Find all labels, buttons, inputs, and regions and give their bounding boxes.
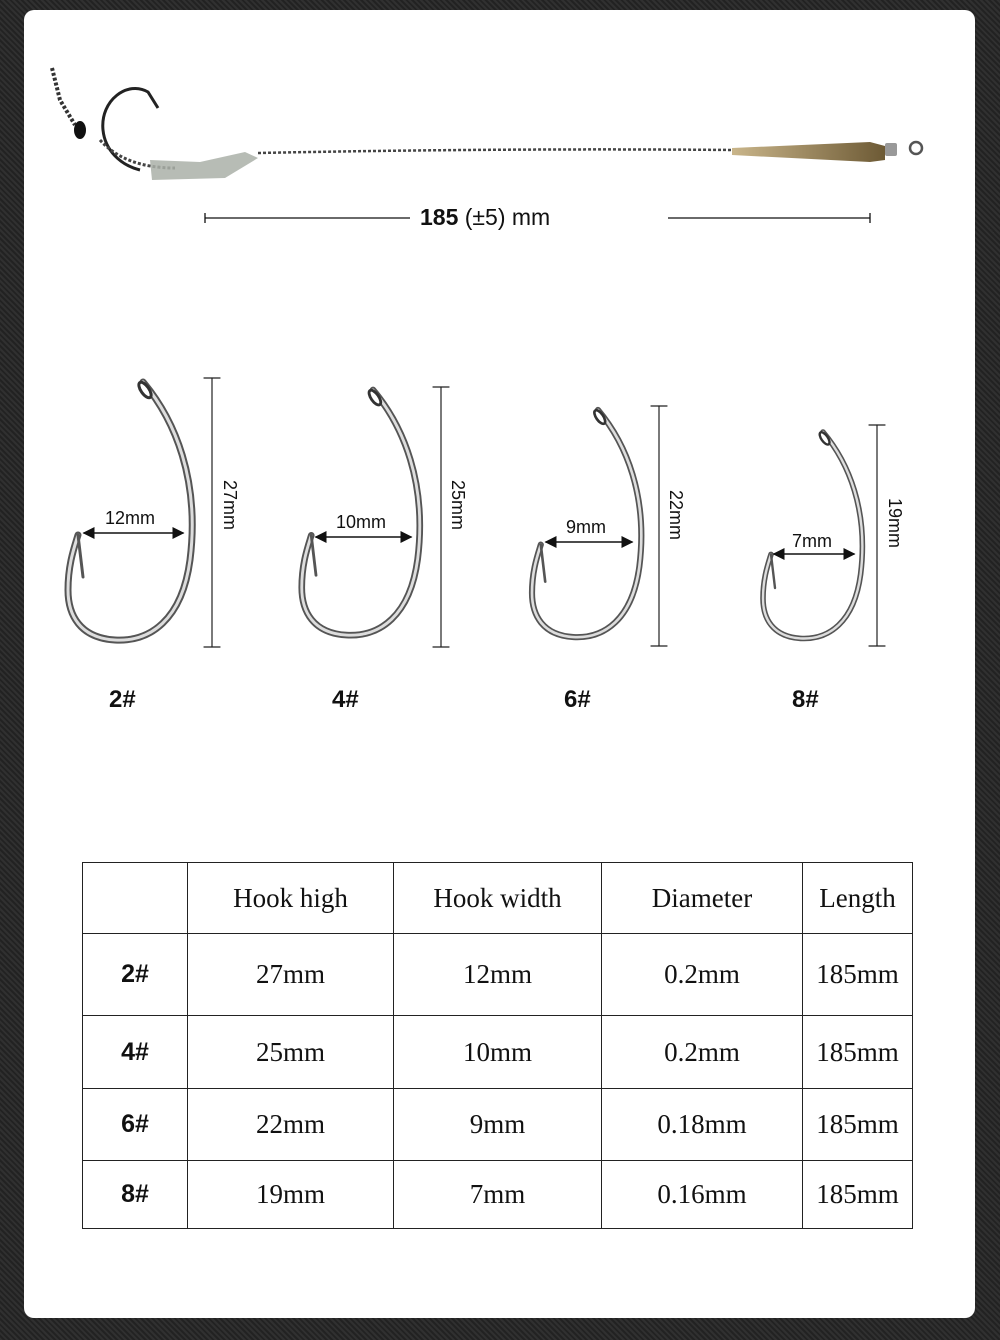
table-cell: 8# (83, 1161, 188, 1229)
table-cell: 19mm (188, 1161, 394, 1229)
table-cell: 0.16mm (602, 1161, 803, 1229)
table-cell: 10mm (394, 1016, 602, 1089)
table-row (83, 934, 913, 1016)
hook-height-dimension (204, 378, 220, 647)
hook-width-label: 10mm (336, 512, 387, 532)
table-row (83, 1089, 913, 1161)
hook-height-dimension (869, 425, 885, 646)
table-cell: 185mm (803, 934, 913, 1016)
hair-rig-image (52, 68, 922, 180)
hook-height-label: 25mm (448, 480, 468, 531)
table-cell: 9mm (394, 1089, 602, 1161)
table-row (83, 1016, 913, 1089)
hook-size-label: 6# (564, 686, 591, 713)
table-header (83, 863, 188, 934)
table-cell: 27mm (188, 934, 394, 1016)
table-cell: 185mm (803, 1161, 913, 1229)
table-header: Hook high (188, 863, 394, 934)
table-header-row (83, 863, 913, 934)
hook-size-label: 4# (332, 686, 359, 713)
hook-height-label: 19mm (885, 498, 905, 549)
table-cell: 2# (83, 934, 188, 1016)
table-row (83, 1161, 913, 1229)
hook-size-label: 2# (109, 686, 136, 713)
hook-width-label: 12mm (105, 508, 156, 528)
spec-table (82, 862, 913, 1229)
hook-width-label: 9mm (566, 517, 606, 537)
table-cell: 0.2mm (602, 934, 803, 1016)
hook-height-label: 22mm (666, 490, 686, 541)
rig-length-label: 185 (±5) mm (420, 204, 551, 230)
table-cell: 22mm (188, 1089, 394, 1161)
table-cell: 25mm (188, 1016, 394, 1089)
table-header: Length (803, 863, 913, 934)
table-cell: 4# (83, 1016, 188, 1089)
table-cell: 0.2mm (602, 1016, 803, 1089)
table-header: Diameter (602, 863, 803, 934)
hook-height-label: 27mm (220, 480, 240, 531)
table-cell: 7mm (394, 1161, 602, 1229)
hook-width-label: 7mm (792, 531, 832, 551)
table-cell: 185mm (803, 1089, 913, 1161)
table-cell: 6# (83, 1089, 188, 1161)
table-cell: 12mm (394, 934, 602, 1016)
table-header: Hook width (394, 863, 602, 934)
table-cell: 0.18mm (602, 1089, 803, 1161)
table-cell: 185mm (803, 1016, 913, 1089)
hook-size-label: 8# (792, 686, 819, 713)
